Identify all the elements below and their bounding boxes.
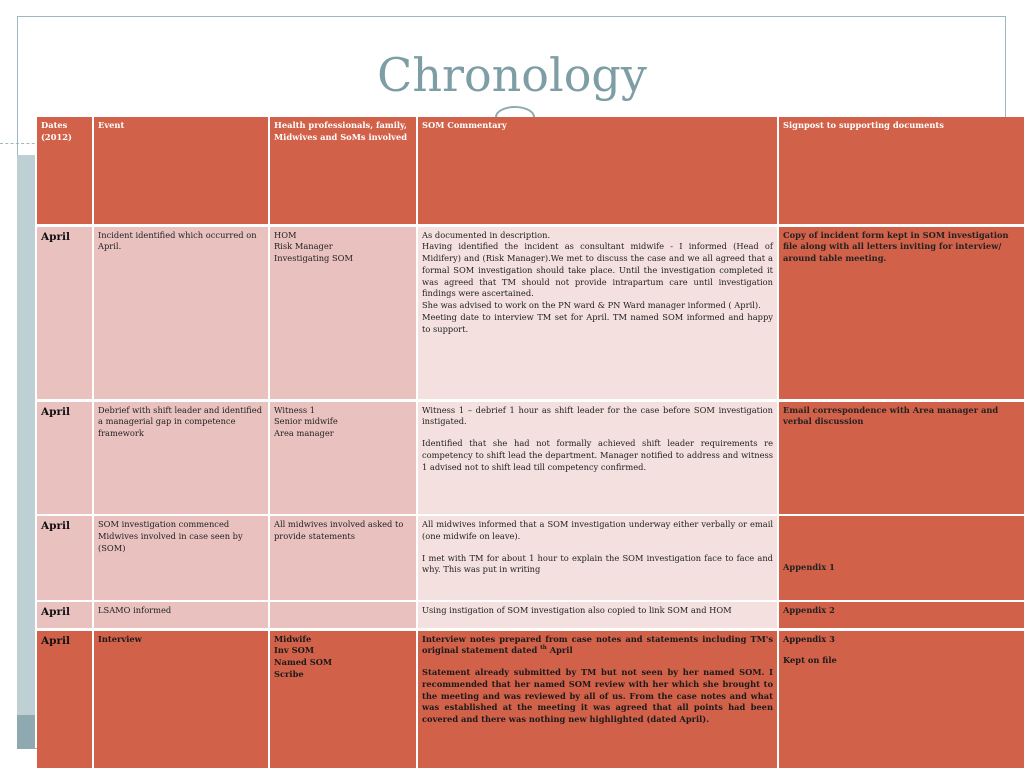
health-item: All midwives involved asked to provide statements: [274, 519, 404, 541]
row-date: April: [37, 225, 93, 400]
row-date: April: [37, 629, 93, 769]
header-signpost: Signpost to supporting documents: [778, 117, 1024, 225]
row-health: [269, 515, 417, 601]
row-signpost: Email correspondence with Area manager and verbal discussion: [778, 400, 1024, 515]
health-item: Scribe: [274, 668, 304, 679]
row-event: Interview: [93, 629, 269, 769]
row-health: [269, 225, 417, 400]
header-event: Event: [93, 117, 269, 225]
row-signpost: Appendix 2: [778, 601, 1024, 629]
side-accent-bar-lower: [17, 715, 35, 749]
row-date: April: [37, 400, 93, 515]
health-item: Senior midwife: [274, 416, 338, 427]
side-accent-bar: [17, 155, 35, 715]
row-commentary: [417, 515, 778, 601]
row-commentary: [417, 225, 778, 400]
row-health: [269, 601, 417, 629]
health-item: Investigating SOM: [274, 253, 353, 264]
row-event: Incident identified which occurred on April.: [93, 225, 269, 400]
commentary-line: All midwives informed that a SOM investigation underway either verbally or email (one midwife on leave).: [422, 519, 773, 541]
commentary-line: Meeting date to interview TM set for April. TM named SOM informed and happy to support.: [422, 311, 773, 334]
row-date: April: [37, 601, 93, 629]
table-row: [37, 629, 1024, 769]
commentary-line: Having identified the incident as consultant midwife - I informed (Head of Midifery) and (Risk Manager).We met to discuss the case and we all agreed that a formal SOM investigation should take place. Until the investigation completed it was agreed that TM should not provide intrapartum care until investigation findings were ascertained.: [422, 241, 773, 299]
header-dates: Dates (2012): [37, 117, 93, 225]
commentary-line: Statement already submitted by TM but not seen by her named SOM. I recommended that her named SOM review with her which she brought to the meeting and was reviewed by all of us. From the case notes and what was established at the meeting it was agreed that all points had been covered and there was nothing new highlighted (dated April).: [422, 667, 773, 725]
row-commentary: [417, 400, 778, 515]
row-signpost: Appendix 1: [778, 515, 1024, 601]
health-item: Risk Manager: [274, 241, 333, 252]
row-signpost: [778, 629, 1024, 769]
table-row: [37, 225, 1024, 400]
dashed-rule: [0, 143, 40, 144]
table-row: [37, 515, 1024, 601]
row-event: Debrief with shift leader and identified a managerial gap in competence framework: [93, 400, 269, 515]
health-item: Named SOM: [274, 657, 333, 668]
health-item: Midwife: [274, 633, 312, 644]
chronology-table: [37, 117, 1024, 770]
row-event: LSAMO informed: [93, 601, 269, 629]
row-health: [269, 629, 417, 769]
signpost-item: Kept on file: [783, 655, 837, 666]
header-commentary: SOM Commentary: [417, 117, 778, 225]
health-item: HOM: [274, 229, 297, 240]
row-commentary: [417, 601, 778, 629]
row-commentary: [417, 629, 778, 769]
health-item: Inv SOM: [274, 645, 315, 656]
commentary-line: I met with TM for about 1 hour to explain the SOM investigation face to face and why. This was put in writing: [422, 552, 773, 575]
slide-title: Chronology: [377, 48, 647, 102]
table-row: [37, 400, 1024, 515]
commentary-line: Witness 1 – debrief 1 hour as shift leader for the case before SOM investigation instigated.: [422, 404, 773, 427]
health-item: Area manager: [274, 428, 334, 439]
signpost-item: Appendix 3: [783, 633, 835, 644]
table-header-row: [37, 117, 1024, 225]
row-event: SOM investigation commenced Midwives involved in case seen by (SOM): [93, 515, 269, 601]
commentary-line: As documented in description.: [422, 229, 551, 240]
row-date: April: [37, 515, 93, 601]
commentary-line: Using instigation of SOM investigation also copied to link SOM and HOM: [422, 605, 732, 615]
health-item: Witness 1: [274, 404, 316, 415]
commentary-line: Interview notes prepared from case notes and statements including TM's original statement dated $^{th}$ April: [422, 633, 773, 656]
table-row: [37, 601, 1024, 629]
row-signpost: Copy of incident form kept in SOM investigation file along with all letters inviting for interview/ around table meeting.: [778, 225, 1024, 400]
header-health: Health professionals, family, Midwives and SoMs involved: [269, 117, 417, 225]
commentary-line: Identified that she had not formally achieved shift leader requirements re competency to shift lead the department. Manager notified to address and witness 1 advised not to shift lead till competency confirmed.: [422, 438, 773, 472]
row-health: [269, 400, 417, 515]
commentary-line: She was advised to work on the PN ward & PN Ward manager informed ( April).: [422, 300, 761, 311]
